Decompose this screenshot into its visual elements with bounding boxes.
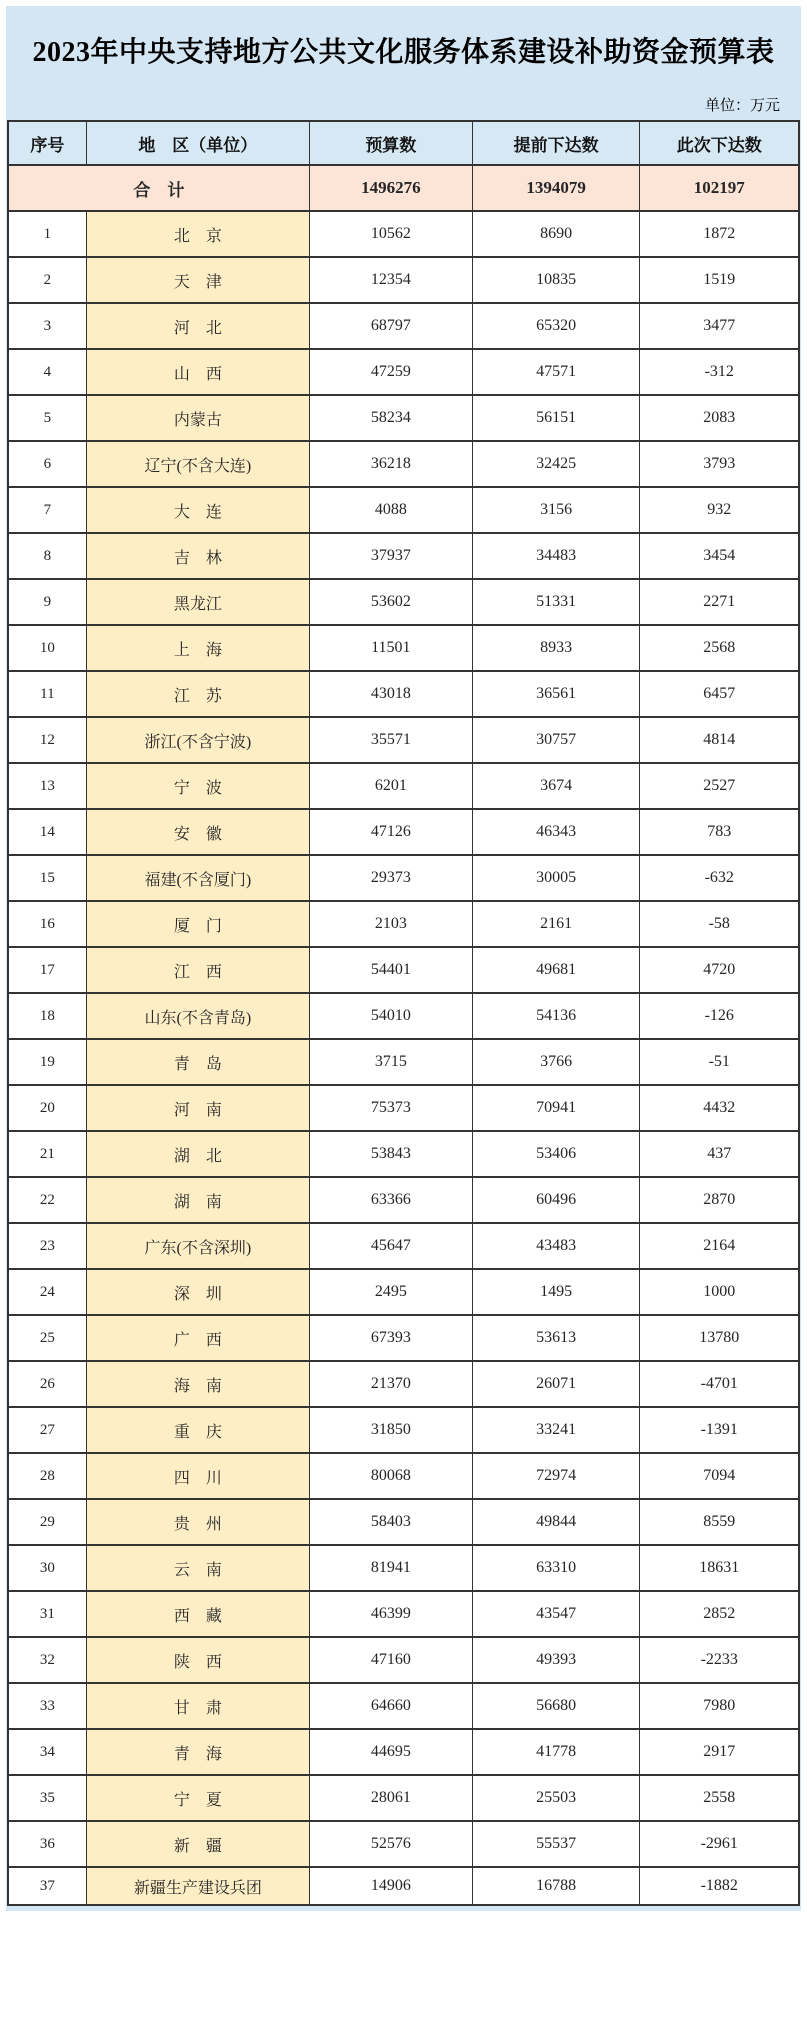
advance-cell: 47571 <box>472 349 640 395</box>
current-cell: -312 <box>640 349 799 395</box>
budget-cell: 45647 <box>309 1223 472 1269</box>
budget-cell: 4088 <box>309 487 472 533</box>
table-row <box>8 1085 799 1131</box>
advance-cell: 56151 <box>472 395 640 441</box>
table-row <box>8 1499 799 1545</box>
advance-cell: 56680 <box>472 1683 640 1729</box>
budget-cell: 47160 <box>309 1637 472 1683</box>
serial-cell: 15 <box>8 855 86 901</box>
region-cell: 天 津 <box>86 257 309 303</box>
advance-cell: 43483 <box>472 1223 640 1269</box>
region-cell: 深 圳 <box>86 1269 309 1315</box>
advance-cell: 34483 <box>472 533 640 579</box>
region-cell: 河 南 <box>86 1085 309 1131</box>
region-cell: 广东(不含深圳) <box>86 1223 309 1269</box>
current-cell: 437 <box>640 1131 799 1177</box>
serial-cell: 36 <box>8 1821 86 1867</box>
budget-cell: 52576 <box>309 1821 472 1867</box>
current-cell: 1872 <box>640 211 799 257</box>
budget-cell: 31850 <box>309 1407 472 1453</box>
advance-cell: 25503 <box>472 1775 640 1821</box>
region-cell: 黑龙江 <box>86 579 309 625</box>
budget-cell: 68797 <box>309 303 472 349</box>
table-row <box>8 1177 799 1223</box>
serial-cell: 12 <box>8 717 86 763</box>
budget-cell: 53602 <box>309 579 472 625</box>
table-row <box>8 1361 799 1407</box>
current-cell: -632 <box>640 855 799 901</box>
budget-cell: 53843 <box>309 1131 472 1177</box>
advance-cell: 30005 <box>472 855 640 901</box>
current-cell: 8559 <box>640 1499 799 1545</box>
serial-cell: 26 <box>8 1361 86 1407</box>
region-cell: 大 连 <box>86 487 309 533</box>
budget-cell: 67393 <box>309 1315 472 1361</box>
region-cell: 四 川 <box>86 1453 309 1499</box>
current-cell: -4701 <box>640 1361 799 1407</box>
region-cell: 厦 门 <box>86 901 309 947</box>
advance-cell: 70941 <box>472 1085 640 1131</box>
table-row <box>8 257 799 303</box>
serial-cell: 33 <box>8 1683 86 1729</box>
region-cell: 新疆生产建设兵团 <box>86 1867 309 1905</box>
current-cell: 2083 <box>640 395 799 441</box>
advance-cell: 51331 <box>472 579 640 625</box>
serial-cell: 22 <box>8 1177 86 1223</box>
table-row <box>8 1867 799 1905</box>
current-cell: 3793 <box>640 441 799 487</box>
serial-cell: 4 <box>8 349 86 395</box>
current-cell: 3477 <box>640 303 799 349</box>
table-row <box>8 211 799 257</box>
serial-cell: 30 <box>8 1545 86 1591</box>
table-row <box>8 1315 799 1361</box>
serial-cell: 14 <box>8 809 86 855</box>
region-cell: 宁 波 <box>86 763 309 809</box>
region-cell: 山 西 <box>86 349 309 395</box>
current-cell: 4432 <box>640 1085 799 1131</box>
advance-cell: 49681 <box>472 947 640 993</box>
serial-cell: 5 <box>8 395 86 441</box>
current-cell: -1391 <box>640 1407 799 1453</box>
budget-cell: 75373 <box>309 1085 472 1131</box>
serial-cell: 28 <box>8 1453 86 1499</box>
budget-cell: 11501 <box>309 625 472 671</box>
region-cell: 新 疆 <box>86 1821 309 1867</box>
budget-cell: 2103 <box>309 901 472 947</box>
budget-cell: 81941 <box>309 1545 472 1591</box>
serial-cell: 6 <box>8 441 86 487</box>
budget-cell: 58403 <box>309 1499 472 1545</box>
serial-cell: 34 <box>8 1729 86 1775</box>
current-cell: 13780 <box>640 1315 799 1361</box>
current-cell: -51 <box>640 1039 799 1085</box>
serial-cell: 17 <box>8 947 86 993</box>
region-cell: 北 京 <box>86 211 309 257</box>
serial-cell: 32 <box>8 1637 86 1683</box>
budget-cell: 36218 <box>309 441 472 487</box>
table-row <box>8 947 799 993</box>
region-cell: 内蒙古 <box>86 395 309 441</box>
current-cell: -58 <box>640 901 799 947</box>
serial-cell: 9 <box>8 579 86 625</box>
table-row <box>8 533 799 579</box>
advance-cell: 33241 <box>472 1407 640 1453</box>
serial-cell: 23 <box>8 1223 86 1269</box>
current-cell: 783 <box>640 809 799 855</box>
current-cell: 2164 <box>640 1223 799 1269</box>
region-cell: 江 西 <box>86 947 309 993</box>
serial-cell: 1 <box>8 211 86 257</box>
advance-cell: 53406 <box>472 1131 640 1177</box>
serial-cell: 20 <box>8 1085 86 1131</box>
advance-cell: 16788 <box>472 1867 640 1905</box>
budget-cell: 12354 <box>309 257 472 303</box>
table-row <box>8 671 799 717</box>
table-row <box>8 1683 799 1729</box>
serial-cell: 7 <box>8 487 86 533</box>
current-cell: 2870 <box>640 1177 799 1223</box>
table-row <box>8 441 799 487</box>
current-cell: 7094 <box>640 1453 799 1499</box>
advance-cell: 26071 <box>472 1361 640 1407</box>
total-budget-cell: 1496276 <box>309 165 472 211</box>
table-row <box>8 1775 799 1821</box>
budget-table <box>7 120 800 1906</box>
serial-cell: 19 <box>8 1039 86 1085</box>
region-cell: 重 庆 <box>86 1407 309 1453</box>
table-row <box>8 993 799 1039</box>
current-cell: 6457 <box>640 671 799 717</box>
region-cell: 浙江(不含宁波) <box>86 717 309 763</box>
header-row <box>8 121 799 165</box>
region-cell: 青 岛 <box>86 1039 309 1085</box>
unit-label: 单位：万元 <box>704 98 780 115</box>
budget-cell: 14906 <box>309 1867 472 1905</box>
region-cell: 上 海 <box>86 625 309 671</box>
region-cell: 宁 夏 <box>86 1775 309 1821</box>
region-cell: 福建(不含厦门) <box>86 855 309 901</box>
col-header-serial: 序号 <box>8 121 86 165</box>
table-row <box>8 1545 799 1591</box>
budget-cell: 64660 <box>309 1683 472 1729</box>
advance-cell: 10835 <box>472 257 640 303</box>
region-cell: 海 南 <box>86 1361 309 1407</box>
advance-cell: 2161 <box>472 901 640 947</box>
serial-cell: 3 <box>8 303 86 349</box>
advance-cell: 53613 <box>472 1315 640 1361</box>
advance-cell: 49844 <box>472 1499 640 1545</box>
advance-cell: 72974 <box>472 1453 640 1499</box>
serial-cell: 31 <box>8 1591 86 1637</box>
serial-cell: 16 <box>8 901 86 947</box>
budget-cell: 28061 <box>309 1775 472 1821</box>
col-header-current: 此次下达数 <box>640 121 799 165</box>
table-row <box>8 349 799 395</box>
region-cell: 陕 西 <box>86 1637 309 1683</box>
advance-cell: 43547 <box>472 1591 640 1637</box>
current-cell: -126 <box>640 993 799 1039</box>
total-label-cell: 合 计 <box>8 165 309 211</box>
table-row <box>8 1637 799 1683</box>
current-cell: 2568 <box>640 625 799 671</box>
current-cell: 1519 <box>640 257 799 303</box>
current-cell: 4720 <box>640 947 799 993</box>
table-row <box>8 1453 799 1499</box>
advance-cell: 1495 <box>472 1269 640 1315</box>
advance-cell: 65320 <box>472 303 640 349</box>
advance-cell: 54136 <box>472 993 640 1039</box>
advance-cell: 46343 <box>472 809 640 855</box>
advance-cell: 60496 <box>472 1177 640 1223</box>
budget-cell: 29373 <box>309 855 472 901</box>
budget-cell: 3715 <box>309 1039 472 1085</box>
table-row <box>8 855 799 901</box>
budget-cell: 80068 <box>309 1453 472 1499</box>
table-row <box>8 303 799 349</box>
table-row <box>8 625 799 671</box>
budget-cell: 47259 <box>309 349 472 395</box>
region-cell: 吉 林 <box>86 533 309 579</box>
region-cell: 云 南 <box>86 1545 309 1591</box>
current-cell: 2527 <box>640 763 799 809</box>
advance-cell: 49393 <box>472 1637 640 1683</box>
advance-cell: 63310 <box>472 1545 640 1591</box>
serial-cell: 29 <box>8 1499 86 1545</box>
current-cell: -1882 <box>640 1867 799 1905</box>
current-cell: -2233 <box>640 1637 799 1683</box>
table-row <box>8 579 799 625</box>
serial-cell: 37 <box>8 1867 86 1905</box>
region-cell: 甘 肃 <box>86 1683 309 1729</box>
table-row <box>8 1821 799 1867</box>
table-row <box>8 1131 799 1177</box>
advance-cell: 30757 <box>472 717 640 763</box>
advance-cell: 8933 <box>472 625 640 671</box>
advance-cell: 41778 <box>472 1729 640 1775</box>
advance-cell: 32425 <box>472 441 640 487</box>
budget-cell: 63366 <box>309 1177 472 1223</box>
table-row <box>8 1407 799 1453</box>
region-cell: 江 苏 <box>86 671 309 717</box>
serial-cell: 8 <box>8 533 86 579</box>
table-row <box>8 1223 799 1269</box>
current-cell: 3454 <box>640 533 799 579</box>
current-cell: 4814 <box>640 717 799 763</box>
budget-cell: 2495 <box>309 1269 472 1315</box>
budget-cell: 35571 <box>309 717 472 763</box>
table-row <box>8 395 799 441</box>
total-row <box>8 165 799 211</box>
budget-cell: 6201 <box>309 763 472 809</box>
table-row <box>8 487 799 533</box>
advance-cell: 55537 <box>472 1821 640 1867</box>
budget-cell: 37937 <box>309 533 472 579</box>
serial-cell: 24 <box>8 1269 86 1315</box>
serial-cell: 27 <box>8 1407 86 1453</box>
advance-cell: 36561 <box>472 671 640 717</box>
serial-cell: 13 <box>8 763 86 809</box>
region-cell: 河 北 <box>86 303 309 349</box>
region-cell: 西 藏 <box>86 1591 309 1637</box>
budget-cell: 58234 <box>309 395 472 441</box>
current-cell: -2961 <box>640 1821 799 1867</box>
budget-cell: 47126 <box>309 809 472 855</box>
serial-cell: 35 <box>8 1775 86 1821</box>
current-cell: 2558 <box>640 1775 799 1821</box>
budget-cell: 44695 <box>309 1729 472 1775</box>
col-header-region: 地 区（单位） <box>86 121 309 165</box>
serial-cell: 2 <box>8 257 86 303</box>
current-cell: 2271 <box>640 579 799 625</box>
budget-cell: 10562 <box>309 211 472 257</box>
serial-cell: 10 <box>8 625 86 671</box>
region-cell: 青 海 <box>86 1729 309 1775</box>
current-cell: 1000 <box>640 1269 799 1315</box>
region-cell: 辽宁(不含大连) <box>86 441 309 487</box>
advance-cell: 8690 <box>472 211 640 257</box>
budget-cell: 54401 <box>309 947 472 993</box>
total-advance-cell: 1394079 <box>472 165 640 211</box>
table-row <box>8 1591 799 1637</box>
budget-cell: 54010 <box>309 993 472 1039</box>
document-page <box>6 6 801 1911</box>
advance-cell: 3674 <box>472 763 640 809</box>
region-cell: 湖 北 <box>86 1131 309 1177</box>
page-title: 2023年中央支持地方公共文化服务体系建设补助资金预算表 <box>32 37 775 68</box>
region-cell: 山东(不含青岛) <box>86 993 309 1039</box>
table-row <box>8 1039 799 1085</box>
budget-cell: 43018 <box>309 671 472 717</box>
current-cell: 2852 <box>640 1591 799 1637</box>
serial-cell: 25 <box>8 1315 86 1361</box>
region-cell: 广 西 <box>86 1315 309 1361</box>
advance-cell: 3156 <box>472 487 640 533</box>
table-row <box>8 1729 799 1775</box>
region-cell: 贵 州 <box>86 1499 309 1545</box>
region-cell: 湖 南 <box>86 1177 309 1223</box>
table-row <box>8 717 799 763</box>
current-cell: 7980 <box>640 1683 799 1729</box>
serial-cell: 11 <box>8 671 86 717</box>
total-current-cell: 102197 <box>640 165 799 211</box>
table-row <box>8 901 799 947</box>
serial-cell: 18 <box>8 993 86 1039</box>
current-cell: 932 <box>640 487 799 533</box>
col-header-budget: 预算数 <box>309 121 472 165</box>
current-cell: 18631 <box>640 1545 799 1591</box>
table-row <box>8 763 799 809</box>
serial-cell: 21 <box>8 1131 86 1177</box>
table-row <box>8 809 799 855</box>
col-header-advance: 提前下达数 <box>472 121 640 165</box>
table-row <box>8 1269 799 1315</box>
current-cell: 2917 <box>640 1729 799 1775</box>
budget-cell: 21370 <box>309 1361 472 1407</box>
advance-cell: 3766 <box>472 1039 640 1085</box>
region-cell: 安 徽 <box>86 809 309 855</box>
budget-cell: 46399 <box>309 1591 472 1637</box>
